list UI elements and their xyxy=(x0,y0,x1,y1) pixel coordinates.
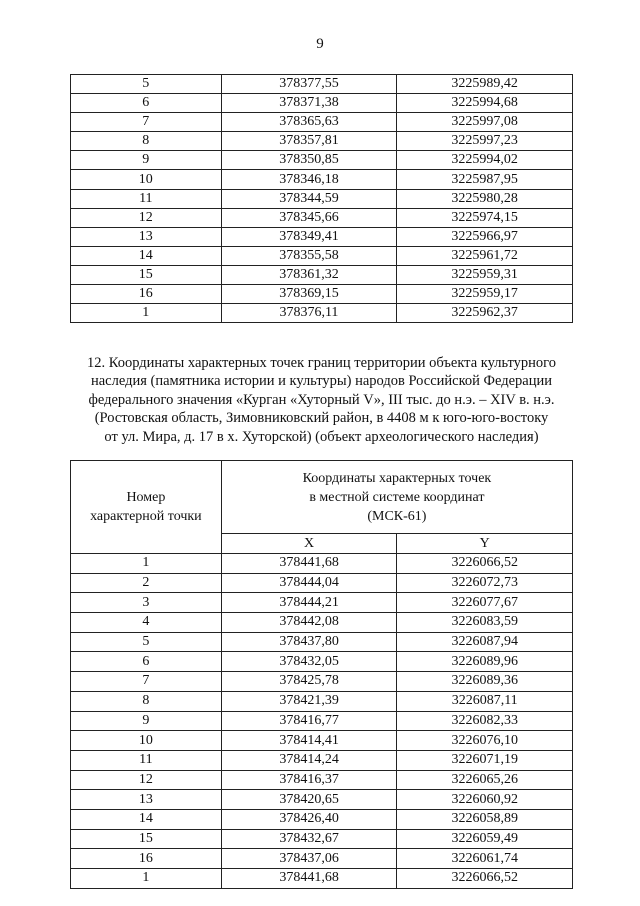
table-row xyxy=(71,94,573,113)
point-number-cell: 1 xyxy=(71,304,222,323)
point-number-cell: 11 xyxy=(71,750,222,770)
y-coordinate-cell: 3226089,36 xyxy=(397,672,573,692)
point-number-cell: 13 xyxy=(71,227,222,246)
point-number-header xyxy=(71,461,222,554)
point-number-cell: 3 xyxy=(71,593,222,613)
table-row xyxy=(71,132,573,151)
y-coordinate-cell: 3226065,26 xyxy=(397,770,573,790)
point-number-cell: 1 xyxy=(71,869,222,889)
point-number-cell: 14 xyxy=(71,809,222,829)
y-coordinate-cell: 3225962,37 xyxy=(397,304,573,323)
table-row xyxy=(71,672,573,692)
table-row xyxy=(71,790,573,810)
point-number-cell: 2 xyxy=(71,573,222,593)
point-number-cell: 5 xyxy=(71,75,222,94)
y-coordinate-cell: 3226087,11 xyxy=(397,691,573,711)
y-coordinate-cell: 3225974,15 xyxy=(397,208,573,227)
header-line: Номер xyxy=(126,490,166,505)
point-number-cell: 15 xyxy=(71,829,222,849)
table-row xyxy=(71,632,573,652)
table-row xyxy=(71,809,573,829)
y-coordinate-cell: 3226083,59 xyxy=(397,613,573,633)
heading-line: от ул. Мира, д. 17 в х. Хуторской) (объект археологического наследия) xyxy=(104,428,539,445)
x-coordinate-cell: 378369,15 xyxy=(221,285,397,304)
x-coordinate-cell: 378365,63 xyxy=(221,113,397,132)
x-coordinate-cell: 378437,80 xyxy=(221,632,397,652)
section-heading xyxy=(70,354,573,446)
x-coordinate-cell: 378425,78 xyxy=(221,672,397,692)
point-number-cell: 11 xyxy=(71,189,222,208)
table-row xyxy=(71,691,573,711)
x-coordinate-cell: 378376,11 xyxy=(221,304,397,323)
x-coordinate-cell: 378416,77 xyxy=(221,711,397,731)
table-row xyxy=(71,151,573,170)
x-coordinate-cell: 378371,38 xyxy=(221,94,397,113)
x-coordinate-cell: 378416,37 xyxy=(221,770,397,790)
header-line: в местной системе координат xyxy=(309,489,485,505)
heading-line: 12. Координаты характерных точек границ территории объекта культурного xyxy=(87,355,556,371)
x-coordinate-cell: 378349,41 xyxy=(221,227,397,246)
point-number-cell: 10 xyxy=(71,731,222,751)
y-coordinate-cell: 3225980,28 xyxy=(397,189,573,208)
coordinates-table xyxy=(70,460,573,889)
page-number: 9 xyxy=(316,36,324,52)
x-coordinate-cell: 378361,32 xyxy=(221,265,397,284)
table-row xyxy=(71,652,573,672)
x-coordinate-cell: 378421,39 xyxy=(221,691,397,711)
y-coordinate-cell: 3225989,42 xyxy=(397,75,573,94)
point-number-cell: 12 xyxy=(71,208,222,227)
table-row xyxy=(71,285,573,304)
header-line: Координаты характерных точек xyxy=(302,470,492,486)
y-coordinate-cell: 3225997,23 xyxy=(397,132,573,151)
x-coordinate-cell: 378442,08 xyxy=(221,613,397,633)
table-row xyxy=(71,770,573,790)
x-coordinate-cell: 378441,68 xyxy=(221,869,397,889)
x-column-header: X xyxy=(221,534,397,554)
y-coordinate-cell: 3226066,52 xyxy=(397,554,573,574)
x-coordinate-cell: 378441,68 xyxy=(221,554,397,574)
table-header xyxy=(71,461,573,554)
table-row xyxy=(71,113,573,132)
table-row xyxy=(71,170,573,189)
y-coordinate-cell: 3226077,67 xyxy=(397,593,573,613)
heading-line: федерального значения «Курган «Хуторный V», III тыс. до н.э. – XIV в. н.э. xyxy=(88,391,555,408)
point-number-cell: 6 xyxy=(71,94,222,113)
point-number-cell: 12 xyxy=(71,770,222,790)
table-row xyxy=(71,189,573,208)
table-row xyxy=(71,554,573,574)
y-coordinate-cell: 3226071,19 xyxy=(397,750,573,770)
point-number-cell: 14 xyxy=(71,246,222,265)
y-coordinate-cell: 3225987,95 xyxy=(397,170,573,189)
x-coordinate-cell: 378426,40 xyxy=(221,809,397,829)
table-row xyxy=(71,731,573,751)
x-coordinate-cell: 378444,04 xyxy=(221,573,397,593)
coordinates-table-continued xyxy=(70,74,573,323)
x-coordinate-cell: 378432,05 xyxy=(221,652,397,672)
x-coordinate-cell: 378345,66 xyxy=(221,208,397,227)
point-number-cell: 10 xyxy=(71,170,222,189)
y-coordinate-cell: 3226061,74 xyxy=(397,849,573,869)
y-coordinate-cell: 3225997,08 xyxy=(397,113,573,132)
x-coordinate-cell: 378346,18 xyxy=(221,170,397,189)
table-row xyxy=(71,265,573,284)
x-coordinate-cell: 378350,85 xyxy=(221,151,397,170)
y-coordinate-cell: 3225994,02 xyxy=(397,151,573,170)
x-coordinate-cell: 378344,59 xyxy=(221,189,397,208)
point-number-cell: 13 xyxy=(71,790,222,810)
y-coordinate-cell: 3225994,68 xyxy=(397,94,573,113)
y-coordinate-cell: 3226072,73 xyxy=(397,573,573,593)
table-row xyxy=(71,613,573,633)
x-coordinate-cell: 378414,24 xyxy=(221,750,397,770)
point-number-cell: 4 xyxy=(71,613,222,633)
table-row xyxy=(71,829,573,849)
y-coordinate-cell: 3226060,92 xyxy=(397,790,573,810)
point-number-cell: 5 xyxy=(71,632,222,652)
y-coordinate-cell: 3225961,72 xyxy=(397,246,573,265)
table-row xyxy=(71,750,573,770)
x-coordinate-cell: 378414,41 xyxy=(221,731,397,751)
x-coordinate-cell: 378377,55 xyxy=(221,75,397,94)
point-number-cell: 7 xyxy=(71,672,222,692)
y-coordinate-cell: 3226082,33 xyxy=(397,711,573,731)
table-row xyxy=(71,304,573,323)
x-coordinate-cell: 378357,81 xyxy=(221,132,397,151)
point-number-cell: 8 xyxy=(71,691,222,711)
y-coordinate-cell: 3226058,89 xyxy=(397,809,573,829)
point-number-cell: 16 xyxy=(71,849,222,869)
table-row xyxy=(71,849,573,869)
x-coordinate-cell: 378432,67 xyxy=(221,829,397,849)
y-coordinate-cell: 3225966,97 xyxy=(397,227,573,246)
header-line: характерной точки xyxy=(90,509,202,524)
x-coordinate-cell: 378444,21 xyxy=(221,593,397,613)
table-row xyxy=(71,593,573,613)
table-row xyxy=(71,208,573,227)
coordinates-header xyxy=(221,461,572,534)
table-row xyxy=(71,573,573,593)
y-coordinate-cell: 3225959,17 xyxy=(397,285,573,304)
x-coordinate-cell: 378420,65 xyxy=(221,790,397,810)
heading-line: (Ростовская область, Зимовниковский район, в 4408 м к юго-юго-востоку xyxy=(94,410,549,427)
point-number-cell: 8 xyxy=(71,132,222,151)
y-coordinate-cell: 3226066,52 xyxy=(397,869,573,889)
point-number-cell: 16 xyxy=(71,285,222,304)
header-line: (МСК-61) xyxy=(367,508,427,524)
table-body xyxy=(71,75,573,323)
table-row xyxy=(71,711,573,731)
point-number-cell: 7 xyxy=(71,113,222,132)
point-number-cell: 1 xyxy=(71,554,222,574)
heading-line: наследия (памятника истории и культуры) народов Российской Федерации xyxy=(90,373,553,390)
y-coordinate-cell: 3226076,10 xyxy=(397,731,573,751)
table-body xyxy=(71,554,573,889)
point-number-cell: 15 xyxy=(71,265,222,284)
table-row xyxy=(71,75,573,94)
point-number-cell: 9 xyxy=(71,151,222,170)
x-coordinate-cell: 378437,06 xyxy=(221,849,397,869)
y-coordinate-cell: 3226089,96 xyxy=(397,652,573,672)
table-row xyxy=(71,246,573,265)
table-row xyxy=(71,227,573,246)
y-column-header: Y xyxy=(397,534,573,554)
point-number-cell: 9 xyxy=(71,711,222,731)
y-coordinate-cell: 3226059,49 xyxy=(397,829,573,849)
y-coordinate-cell: 3225959,31 xyxy=(397,265,573,284)
point-number-cell: 6 xyxy=(71,652,222,672)
table-row xyxy=(71,869,573,889)
x-coordinate-cell: 378355,58 xyxy=(221,246,397,265)
y-coordinate-cell: 3226087,94 xyxy=(397,632,573,652)
